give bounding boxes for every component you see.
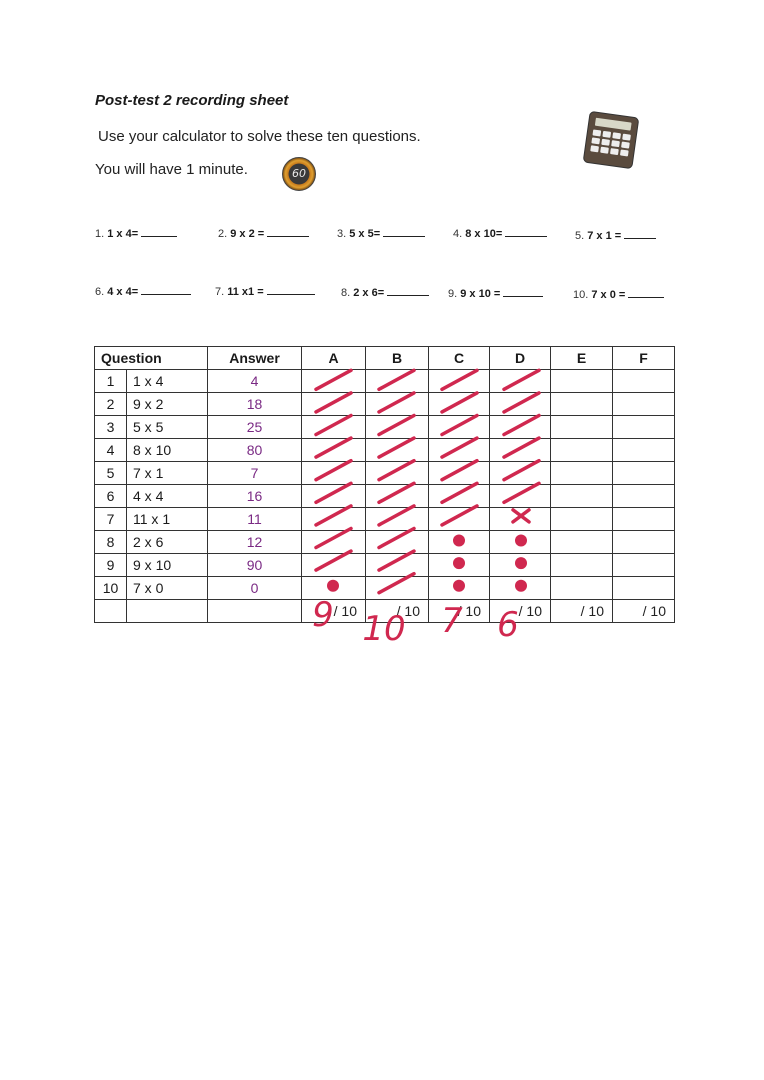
handwritten-score: 9 [312, 595, 334, 635]
row-answer: 18 [208, 393, 302, 416]
calculator-icon [583, 111, 640, 169]
question-3: 3. 5 x 5= [337, 225, 425, 240]
question-5: 5. 7 x 1 = [575, 227, 656, 242]
table-row [95, 531, 675, 554]
row-question: 9 x 2 [127, 393, 208, 416]
score-row [95, 600, 675, 623]
question-1: 1. 1 x 4= [95, 225, 177, 240]
row-question: 5 x 5 [127, 416, 208, 439]
timer-icon [282, 157, 316, 191]
row-question: 7 x 1 [127, 462, 208, 485]
score-cell-c: / 10 [429, 600, 490, 623]
row-answer: 90 [208, 554, 302, 577]
question-10: 10. 7 x 0 = [573, 286, 664, 301]
row-answer: 4 [208, 370, 302, 393]
table-row [95, 485, 675, 508]
row-question: 11 x 1 [127, 508, 208, 531]
row-number: 3 [95, 416, 127, 439]
instruction-calculator: Use your calculator to solve these ten questions. [98, 128, 421, 145]
row-answer: 12 [208, 531, 302, 554]
header-answer: Answer [208, 347, 302, 370]
handwritten-score: 7 [441, 601, 463, 641]
header-student-e: E [551, 347, 613, 370]
row-answer: 16 [208, 485, 302, 508]
row-number: 9 [95, 554, 127, 577]
header-student-c: C [429, 347, 490, 370]
question-7: 7. 11 x1 = [215, 283, 315, 298]
question-2: 2. 9 x 2 = [218, 225, 309, 240]
row-number: 1 [95, 370, 127, 393]
table-row [95, 508, 675, 531]
row-number: 6 [95, 485, 127, 508]
table-row [95, 577, 675, 600]
score-cell-b: / 10 [366, 600, 429, 623]
row-question: 2 x 6 [127, 531, 208, 554]
table-row [95, 370, 675, 393]
table-row [95, 393, 675, 416]
row-answer: 25 [208, 416, 302, 439]
score-cell-d: / 10 [490, 600, 551, 623]
table-row [95, 554, 675, 577]
handwritten-score: 10 [362, 609, 406, 649]
question-9: 9. 9 x 10 = [448, 285, 543, 300]
table-header-row [95, 347, 675, 370]
row-question: 4 x 4 [127, 485, 208, 508]
score-cell-f: / 10 [613, 600, 675, 623]
row-answer: 11 [208, 508, 302, 531]
row-number: 10 [95, 577, 127, 600]
table-row [95, 416, 675, 439]
recording-table [94, 346, 675, 623]
header-student-a: A [302, 347, 366, 370]
row-question: 8 x 10 [127, 439, 208, 462]
row-answer: 0 [208, 577, 302, 600]
header-question: Question [95, 347, 208, 370]
row-question: 7 x 0 [127, 577, 208, 600]
timer-label: 60 [292, 167, 306, 180]
handwritten-score: 6 [497, 605, 519, 645]
row-number: 5 [95, 462, 127, 485]
row-answer: 80 [208, 439, 302, 462]
header-student-f: F [613, 347, 675, 370]
question-6: 6. 4 x 4= [95, 283, 191, 298]
row-number: 8 [95, 531, 127, 554]
row-question: 9 x 10 [127, 554, 208, 577]
question-4: 4. 8 x 10= [453, 225, 547, 240]
table-row [95, 439, 675, 462]
instruction-time-limit: You will have 1 minute. [95, 161, 248, 178]
row-question: 1 x 4 [127, 370, 208, 393]
score-cell-e: / 10 [551, 600, 613, 623]
header-student-d: D [490, 347, 551, 370]
row-answer: 7 [208, 462, 302, 485]
row-number: 2 [95, 393, 127, 416]
page-title: Post-test 2 recording sheet [95, 92, 289, 109]
table-row [95, 462, 675, 485]
header-student-b: B [366, 347, 429, 370]
row-number: 4 [95, 439, 127, 462]
row-number: 7 [95, 508, 127, 531]
question-8: 8. 2 x 6= [341, 284, 429, 299]
score-cell-a: / 10 [302, 600, 366, 623]
